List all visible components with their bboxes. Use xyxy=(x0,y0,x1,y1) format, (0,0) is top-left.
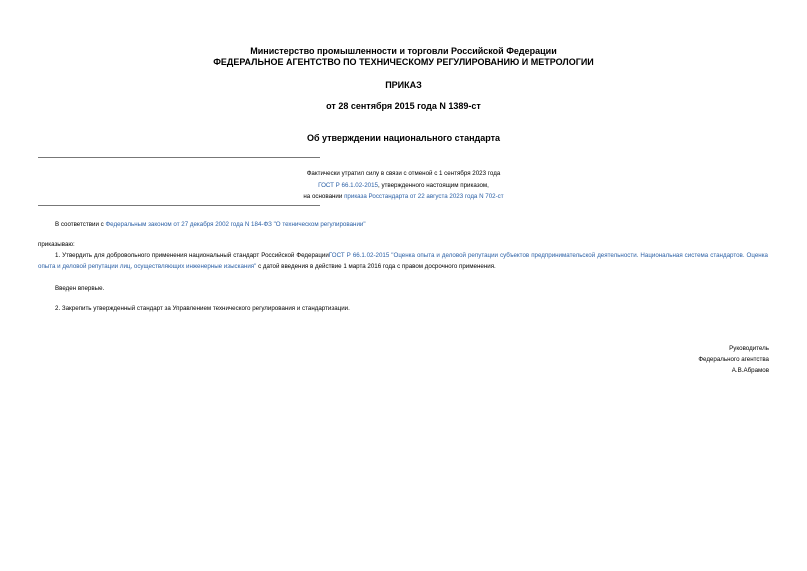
repeal-note xyxy=(200,168,607,203)
repeal-line-2 xyxy=(200,180,607,192)
item-2-paragraph: 2. Закрепить утвержденный стандарт за Управлением технического регулирования и стандартизации. xyxy=(55,305,350,312)
signature-block xyxy=(698,343,769,376)
repeal-line-3-text: на основании xyxy=(303,193,345,200)
basis-paragraph xyxy=(55,219,366,230)
basis-text: В соответствии с xyxy=(55,221,106,228)
repeal-line-3 xyxy=(200,191,607,203)
gost-link[interactable]: ГОСТ Р 66.1.02-2015 xyxy=(318,181,378,189)
signature-agency: Федерального агентства xyxy=(698,356,769,363)
item-1-text: 1. Утвердить для добровольного применения национальный стандарт Российской Федерации xyxy=(55,252,329,259)
ministry-name: Министерство промышленности и торговли Российской Федерации xyxy=(250,46,557,56)
agency-name: ФЕДЕРАЛЬНОЕ АГЕНТСТВО ПО ТЕХНИЧЕСКОМУ РЕГУЛИРОВАНИЮ И МЕТРОЛОГИИ xyxy=(213,57,594,67)
divider-top xyxy=(38,157,320,158)
rosstandart-order-link[interactable]: приказа Росстандарта от 22 августа 2023 года N 702-ст xyxy=(344,193,504,200)
federal-law-link[interactable]: Федеральным законом от 27 декабря 2002 года N 184-ФЗ "О техническом регулировании" xyxy=(105,221,366,228)
item-1-tail: с датой введения в действие 1 марта 2016 года с правом досрочного применения. xyxy=(256,263,496,270)
repeal-line-1: Фактически утратил силу в связи с отменой с 1 сентября 2023 года xyxy=(306,170,501,177)
signature-title: Руководитель xyxy=(729,345,769,352)
signature-name: А.В.Абрамов xyxy=(731,367,769,374)
gost-standard-link[interactable]: ГОСТ Р 66.1.02-2015 "Оценка опыта и деловой репутации субъектов предпринимательской деятельности. Национальная система стандартов. Оценка опыта и деловой репутации лиц, осуществляющих инженерные изыскания" xyxy=(38,252,768,270)
header-block xyxy=(0,46,807,68)
order-word: приказываю: xyxy=(38,241,75,248)
doc-date-number: от 28 сентября 2015 года N 1389-ст xyxy=(326,101,481,111)
doc-subject: Об утверждении национального стандарта xyxy=(306,133,501,143)
introduced-note: Введен впервые. xyxy=(55,285,105,292)
repeal-line-2-text: , утвержденного настоящим приказом, xyxy=(378,181,489,189)
divider-bottom xyxy=(38,205,320,206)
doc-type: ПРИКАЗ xyxy=(385,80,422,90)
item-1-paragraph xyxy=(38,250,768,272)
